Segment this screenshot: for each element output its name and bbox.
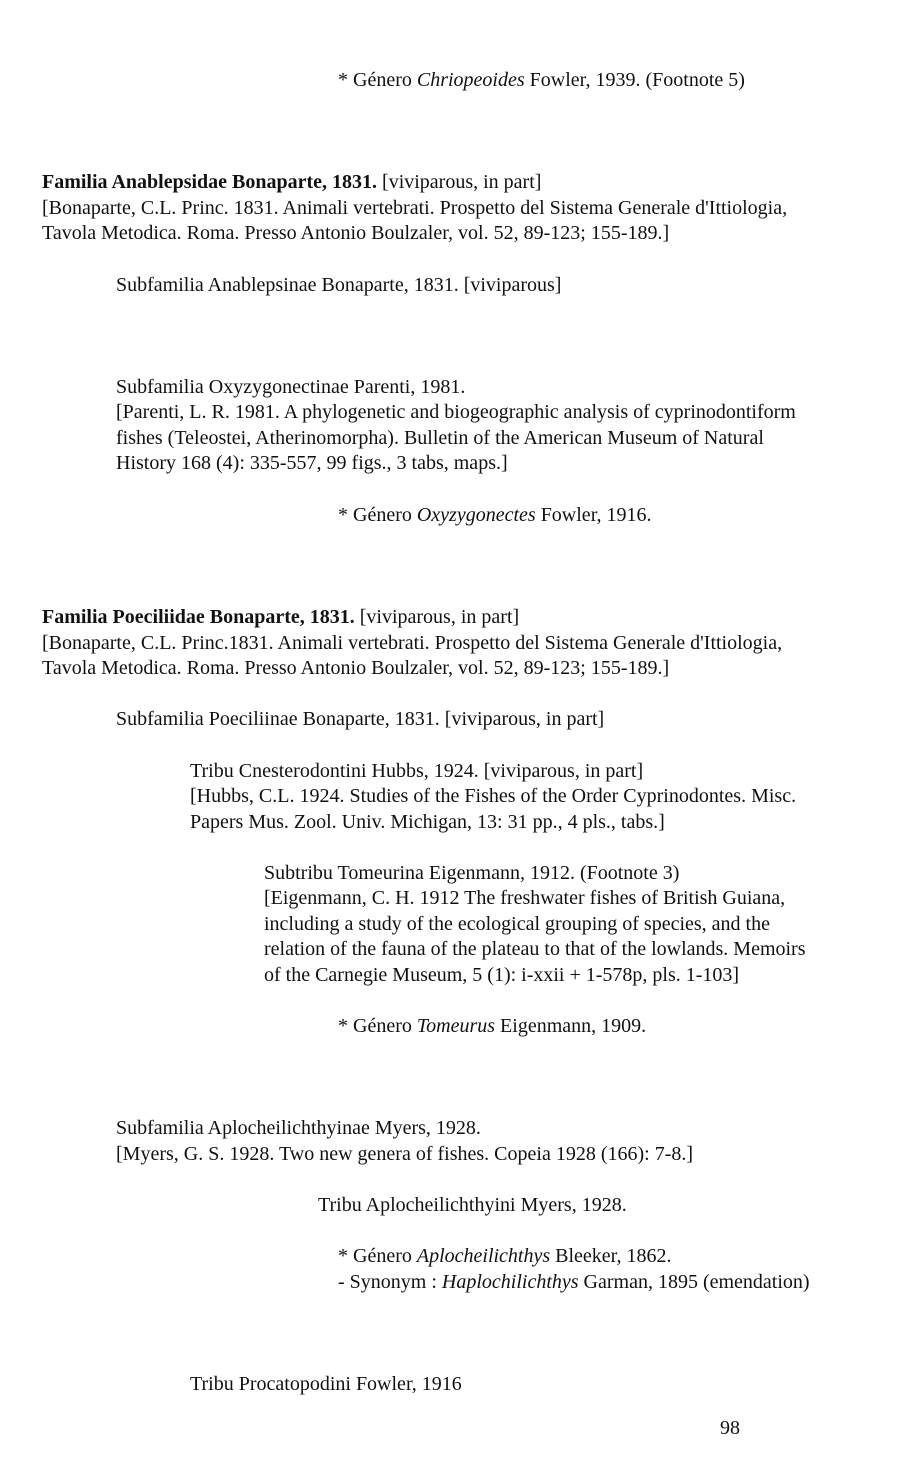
genus-author: Bleeker, 1862. [555,1245,672,1267]
genus-author: Fowler, 1939. (Footnote 5) [529,69,745,91]
tribu-cnesterodontini-reference-line: Papers Mus. Zool. Univ. Michigan, 13: 31 pp., 4 pls., tabs.] [190,811,665,833]
subfamilia-poeciliinae: Subfamilia Poeciliinae Bonaparte, 1831. [viviparous, in part] [116,708,605,730]
familia-anablepsidae-reference-line: Tavola Metodica. Roma. Presso Antonio Boulzaler, vol. 52, 89-123; 155-189.] [42,222,670,244]
familia-note: [viviparous, in part] [382,171,542,193]
subtribu-tomeurina-reference-line: including a study of the ecological grouping of species, and the [264,913,770,935]
subfamilia-oxyzygonectinae-reference-line: History 168 (4): 335-557, 99 figs., 3 tabs, maps.] [116,452,508,474]
subfamilia-anablepsinae: Subfamilia Anablepsinae Bonaparte, 1831. [viviparous] [116,274,562,296]
genus-marker: * Género [338,1015,412,1037]
subtribu-tomeurina-reference-line: of the Carnegie Museum, 5 (1): i-xxii + 1-578p, pls. 1-103] [264,964,740,986]
genus-name: Chriopeoides [416,69,525,91]
genus-author: Fowler, 1916. [540,504,652,526]
genus-marker: * Género [338,69,412,91]
synonym-name: Haplochilichthys [441,1271,579,1293]
tribu-procatopodini: Tribu Procatopodini Fowler, 1916 [190,1373,462,1395]
genus-tomeurus [338,1014,646,1040]
familia-note: [viviparous, in part] [359,606,520,628]
genus-chriopeoides [338,68,745,94]
subfamilia-aplocheilichthyinae: Subfamilia Aplocheilichthyinae Myers, 1928. [116,1117,481,1139]
synonym-haplochilichthys [338,1270,810,1296]
familia-name: Familia Anablepsidae Bonaparte, 1831. [42,171,378,193]
tribu-cnesterodontini: Tribu Cnesterodontini Hubbs, 1924. [viviparous, in part] [190,760,644,782]
subfamilia-oxyzygonectinae-reference-line: fishes (Teleostei, Atherinomorpha). Bulletin of the American Museum of Natural [116,427,764,449]
genus-name: Tomeurus [416,1015,496,1037]
genus-marker: * Género [338,1245,412,1267]
familia-poeciliidae-heading [42,605,519,631]
subtribu-tomeurina: Subtribu Tomeurina Eigenmann, 1912. (Footnote 3) [264,862,680,884]
page-number: 98 [720,1417,740,1439]
genus-name: Oxyzygonectes [416,504,536,526]
familia-name: Familia Poeciliidae Bonaparte, 1831. [42,606,355,628]
subfamilia-oxyzygonectinae-reference-line: [Parenti, L. R. 1981. A phylogenetic and biogeographic analysis of cyprinodontiform [116,401,796,423]
synonym-marker: - Synonym : [338,1271,437,1293]
subtribu-tomeurina-reference-line: relation of the fauna of the plateau to that of the lowlands. Memoirs [264,938,806,960]
familia-anablepsidae-heading [42,170,541,196]
tribu-aplocheilichthyini: Tribu Aplocheilichthyini Myers, 1928. [318,1194,627,1216]
tribu-cnesterodontini-reference-line: [Hubbs, C.L. 1924. Studies of the Fishes of the Order Cyprinodontes. Misc. [190,785,797,807]
genus-oxyzygonectes [338,503,652,529]
genus-author: Eigenmann, 1909. [500,1015,647,1037]
subtribu-tomeurina-reference-line: [Eigenmann, C. H. 1912 The freshwater fishes of British Guiana, [264,887,786,909]
synonym-author: Garman, 1895 (emendation) [583,1271,810,1293]
genus-name: Aplocheilichthys [416,1245,551,1267]
familia-poeciliidae-reference-line: [Bonaparte, C.L. Princ.1831. Animali vertebrati. Prospetto del Sistema Generale d'Ittiologia, [42,632,783,654]
genus-marker: * Género [338,504,412,526]
genus-aplocheilichthys [338,1244,672,1270]
subfamilia-oxyzygonectinae: Subfamilia Oxyzygonectinae Parenti, 1981. [116,376,466,398]
familia-poeciliidae-reference-line: Tavola Metodica. Roma. Presso Antonio Boulzaler, vol. 52, 89-123; 155-189.] [42,657,670,679]
familia-anablepsidae-reference-line: [Bonaparte, C.L. Princ. 1831. Animali vertebrati. Prospetto del Sistema Generale d'Ittiologia, [42,197,788,219]
subfamilia-aplocheilichthyinae-reference-line: [Myers, G. S. 1928. Two new genera of fishes. Copeia 1928 (166): 7-8.] [116,1143,694,1165]
